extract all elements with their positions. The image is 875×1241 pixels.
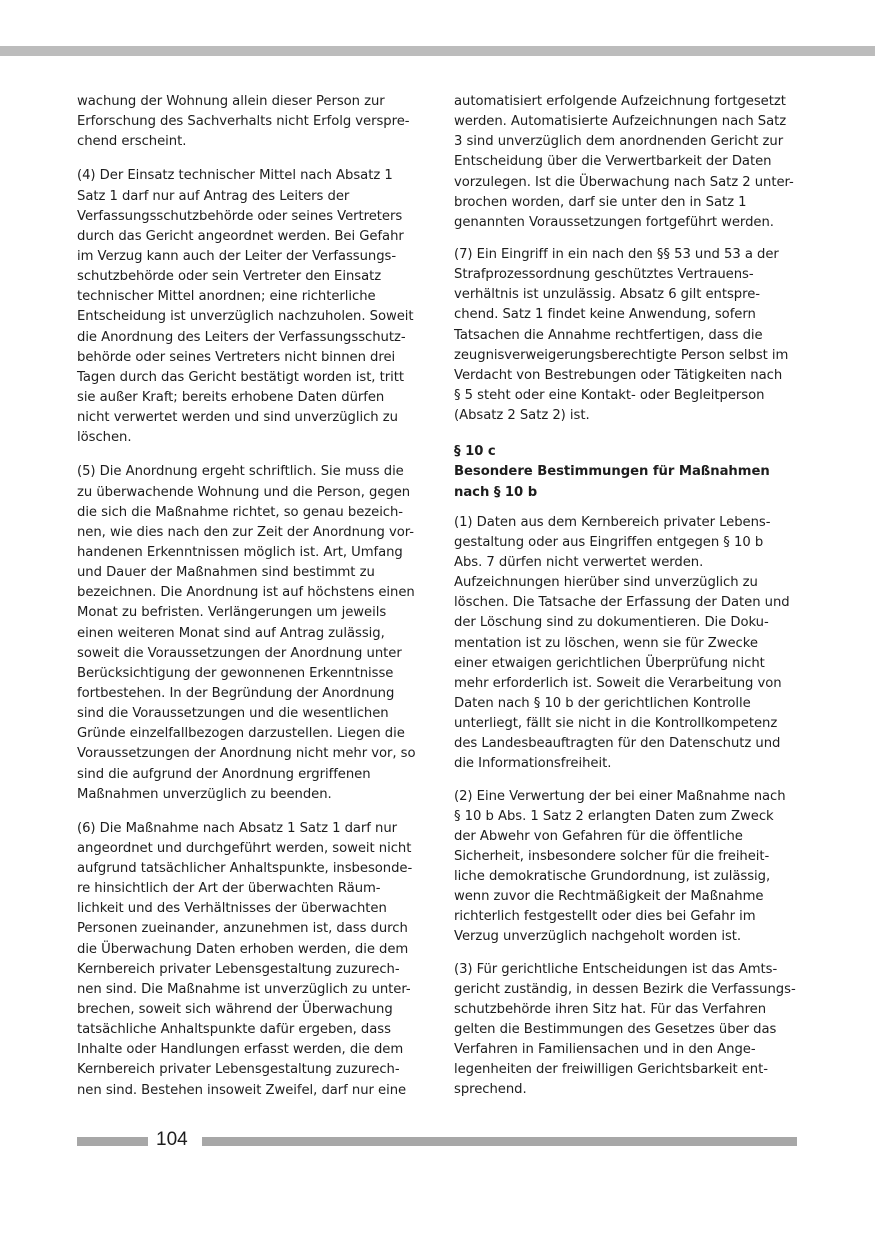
text-line: zeugnisverweigerungsberechtigte Person selbst im <box>454 347 789 363</box>
left-text-column <box>77 92 422 1115</box>
text-line: nen sind. Bestehen insoweit Zweifel, darf nur eine <box>77 1082 407 1098</box>
text-line: Verfassungsschutzbehörde oder seines Vertreters <box>77 208 403 224</box>
text-line: sind die aufgrund der Anordnung ergriffenen <box>77 766 371 782</box>
text-line: handenen Erkenntnissen möglich ist. Art, Umfang <box>77 544 403 560</box>
section-title-line: Besondere Bestimmungen für Maßnahmen <box>454 464 770 480</box>
text-line: Sicherheit, insbesondere solcher für die freiheit- <box>454 848 770 864</box>
text-line: Verzug unverzüglich nachgeholt worden ist. <box>454 929 742 945</box>
text-line: löschen. <box>77 430 132 446</box>
text-line: liche demokratische Grundordnung, ist zulässig, <box>454 869 771 885</box>
footer-bar-right <box>202 1137 797 1146</box>
text-line: Kernbereich privater Lebensgestaltung zuzurech- <box>77 1062 400 1078</box>
text-line: lichkeit und des Verhältnisses der überwachten <box>77 901 387 917</box>
text-line: (Absatz 2 Satz 2) ist. <box>454 408 590 424</box>
text-line: Personen zueinander, anzunehmen ist, dass durch <box>77 921 408 937</box>
text-line: Maßnahmen unverzüglich zu beenden. <box>77 786 332 802</box>
paragraph <box>454 245 799 426</box>
text-line: § 10 b Abs. 1 Satz 2 erlangten Daten zum Zweck <box>454 808 774 824</box>
text-line: Voraussetzungen der Anordnung nicht mehr vor, so <box>77 746 416 762</box>
section-heading <box>454 442 799 502</box>
text-line: (3) Für gerichtliche Entscheidungen ist das Amts- <box>454 961 778 977</box>
section-number: § 10 c <box>454 444 496 460</box>
text-line: einer etwaigen gerichtlichen Überprüfung nicht <box>454 655 765 671</box>
text-line: automatisiert erfolgende Aufzeichnung fortgesetzt <box>454 94 786 109</box>
text-line: fortbestehen. In der Begründung der Anordnung <box>77 685 395 701</box>
paragraph <box>77 819 422 1101</box>
text-line: Abs. 7 dürfen nicht verwertet werden. <box>454 554 704 570</box>
text-line: Monat zu befristen. Verlängerungen um jeweils <box>77 605 387 621</box>
text-line: nen, wie dies nach den zur Zeit der Anordnung vor- <box>77 524 414 540</box>
text-line: die sich die Maßnahme richtet, so genau bezeich- <box>77 504 404 520</box>
text-line: wenn zuvor die Rechtmäßigkeit der Maßnahme <box>454 889 764 905</box>
text-line: Verfahren in Familiensachen und in den Ange- <box>454 1042 756 1058</box>
text-line: legenheiten der freiwilligen Gerichtsbarkeit ent- <box>454 1062 768 1078</box>
paragraph <box>77 166 422 448</box>
right-paragraphs-after <box>454 513 799 1101</box>
text-line: chend erscheint. <box>77 134 187 150</box>
section-title-line: nach § 10 b <box>454 484 538 500</box>
paragraph <box>454 92 799 233</box>
text-line: vorzulegen. Ist die Überwachung nach Satz 2 unter- <box>454 174 794 190</box>
text-line: durch das Gericht angeordnet werden. Bei Gefahr <box>77 228 404 244</box>
text-line: genannten Voraussetzungen fortgeführt werden. <box>454 214 774 230</box>
text-line: wachung der Wohnung allein dieser Person zur <box>77 94 385 109</box>
text-line: löschen. Die Tatsache der Erfassung der Daten und <box>454 595 790 611</box>
text-line: technischer Mittel anordnen; eine richterliche <box>77 289 376 305</box>
text-line: angeordnet und durchgeführt werden, soweit nicht <box>77 840 412 856</box>
text-line: brechen, soweit sich während der Überwachung <box>77 1002 393 1018</box>
text-line: richterlich festgestellt oder dies bei Gefahr im <box>454 909 756 925</box>
text-line: unterliegt, fällt sie nicht in die Kontrollkompetenz <box>454 716 778 732</box>
text-line: Erforschung des Sachverhalts nicht Erfolg verspre- <box>77 114 410 130</box>
text-line: die Überwachung Daten erhoben werden, die dem <box>77 941 409 957</box>
text-line: bezeichnen. Die Anordnung ist auf höchstens einen <box>77 585 415 601</box>
text-line: Kernbereich privater Lebensgestaltung zuzurech- <box>77 961 400 977</box>
text-line: Tatsachen die Annahme rechtfertigen, dass die <box>454 327 763 343</box>
text-line: Aufzeichnungen hierüber sind unverzüglich zu <box>454 575 758 591</box>
text-line: Berücksichtigung der gewonnenen Erkenntnisse <box>77 665 394 681</box>
text-line: tatsächliche Anhaltspunkte dafür ergeben, dass <box>77 1022 391 1038</box>
text-line: Verdacht von Bestrebungen oder Tätigkeiten nach <box>454 367 783 383</box>
text-line: nicht verwertet werden und sind unverzüglich zu <box>77 410 398 426</box>
paragraph <box>454 960 799 1101</box>
text-line: aufgrund tatsächlicher Anhaltspunkte, insbesonde- <box>77 861 413 877</box>
text-line: Gründe einzelfallbezogen darzustellen. Liegen die <box>77 726 405 742</box>
text-line: (5) Die Anordnung ergeht schriftlich. Sie muss die <box>77 464 404 480</box>
text-line: Entscheidung ist unverzüglich nachzuholen. Soweit <box>77 309 414 325</box>
text-line: gelten die Bestimmungen des Gesetzes über das <box>454 1022 777 1038</box>
text-line: schutzbehörde oder sein Vertreter den Einsatz <box>77 269 382 285</box>
page-number: 104 <box>156 1129 188 1150</box>
text-line: 3 sind unverzüglich dem anordnenden Gericht zur <box>454 134 784 150</box>
text-line: gericht zuständig, in dessen Bezirk die Verfassungs- <box>454 981 796 997</box>
text-line: werden. Automatisierte Aufzeichnungen nach Satz <box>454 114 787 130</box>
text-line: (7) Ein Eingriff in ein nach den §§ 53 und 53 a der <box>454 246 779 262</box>
text-line: § 5 steht oder eine Kontakt- oder Begleitperson <box>454 387 765 403</box>
right-paragraphs-before <box>454 92 799 426</box>
text-line: Entscheidung über die Verwertbarkeit der Daten <box>454 154 772 170</box>
text-line: Satz 1 darf nur auf Antrag des Leiters der <box>77 188 350 204</box>
text-line: Tagen durch das Gericht bestätigt worden ist, tritt <box>77 369 404 385</box>
paragraph <box>454 513 799 775</box>
paragraph <box>77 462 422 804</box>
text-line: schutzbehörde ihren Sitz hat. Für das Verfahren <box>454 1001 767 1017</box>
footer-bar-left <box>77 1137 148 1146</box>
text-line: der Löschung sind zu dokumentieren. Die Doku- <box>454 615 769 631</box>
text-line: einen weiteren Monat sind auf Antrag zulässig, <box>77 625 385 641</box>
text-line: sind die Voraussetzungen und die wesentlichen <box>77 706 389 722</box>
text-line: soweit die Voraussetzungen der Anordnung unter <box>77 645 402 661</box>
text-line: mehr erforderlich ist. Soweit die Verarbeitung von <box>454 675 782 691</box>
text-line: verhältnis ist unzulässig. Absatz 6 gilt entspre- <box>454 287 760 303</box>
paragraph <box>77 92 422 152</box>
text-line: sprechend. <box>454 1082 527 1098</box>
text-line: zu überwachende Wohnung und die Person, gegen <box>77 484 411 500</box>
text-line: (2) Eine Verwertung der bei einer Maßnahme nach <box>454 788 786 804</box>
text-line: (6) Die Maßnahme nach Absatz 1 Satz 1 darf nur <box>77 820 398 836</box>
text-line: die Anordnung des Leiters der Verfassungsschutz- <box>77 329 406 345</box>
text-line: des Landesbeauftragten für den Datenschutz und <box>454 736 781 752</box>
text-line: mentation ist zu löschen, wenn sie für Zwecke <box>454 635 758 651</box>
text-line: Daten nach § 10 b der gerichtlichen Kontrolle <box>454 695 751 711</box>
text-line: (1) Daten aus dem Kernbereich privater Lebens- <box>454 514 771 530</box>
text-line: im Verzug kann auch der Leiter der Verfassungs- <box>77 248 397 264</box>
text-line: behörde oder seines Vertreters nicht binnen drei <box>77 349 396 365</box>
text-line: gestaltung oder aus Eingriffen entgegen § 10 b <box>454 534 764 550</box>
text-line: chend. Satz 1 findet keine Anwendung, sofern <box>454 307 756 323</box>
text-line: nen sind. Die Maßnahme ist unverzüglich zu unter- <box>77 981 411 997</box>
top-decorative-bar <box>0 46 875 56</box>
right-text-column <box>454 92 799 1113</box>
text-line: sie außer Kraft; bereits erhobene Daten dürfen <box>77 389 385 405</box>
text-line: Strafprozessordnung geschütztes Vertrauens- <box>454 267 754 283</box>
text-line: der Abwehr von Gefahren für die öffentliche <box>454 828 743 844</box>
text-line: re hinsichtlich der Art der überwachten Räum- <box>77 881 381 897</box>
text-line: Inhalte oder Handlungen erfasst werden, die dem <box>77 1042 404 1058</box>
text-line: brochen worden, darf sie unter den in Satz 1 <box>454 194 747 210</box>
paragraph <box>454 787 799 948</box>
text-line: die Informationsfreiheit. <box>454 756 612 772</box>
text-line: (4) Der Einsatz technischer Mittel nach Absatz 1 <box>77 168 393 184</box>
text-line: und Dauer der Maßnahmen sind bestimmt zu <box>77 565 375 581</box>
